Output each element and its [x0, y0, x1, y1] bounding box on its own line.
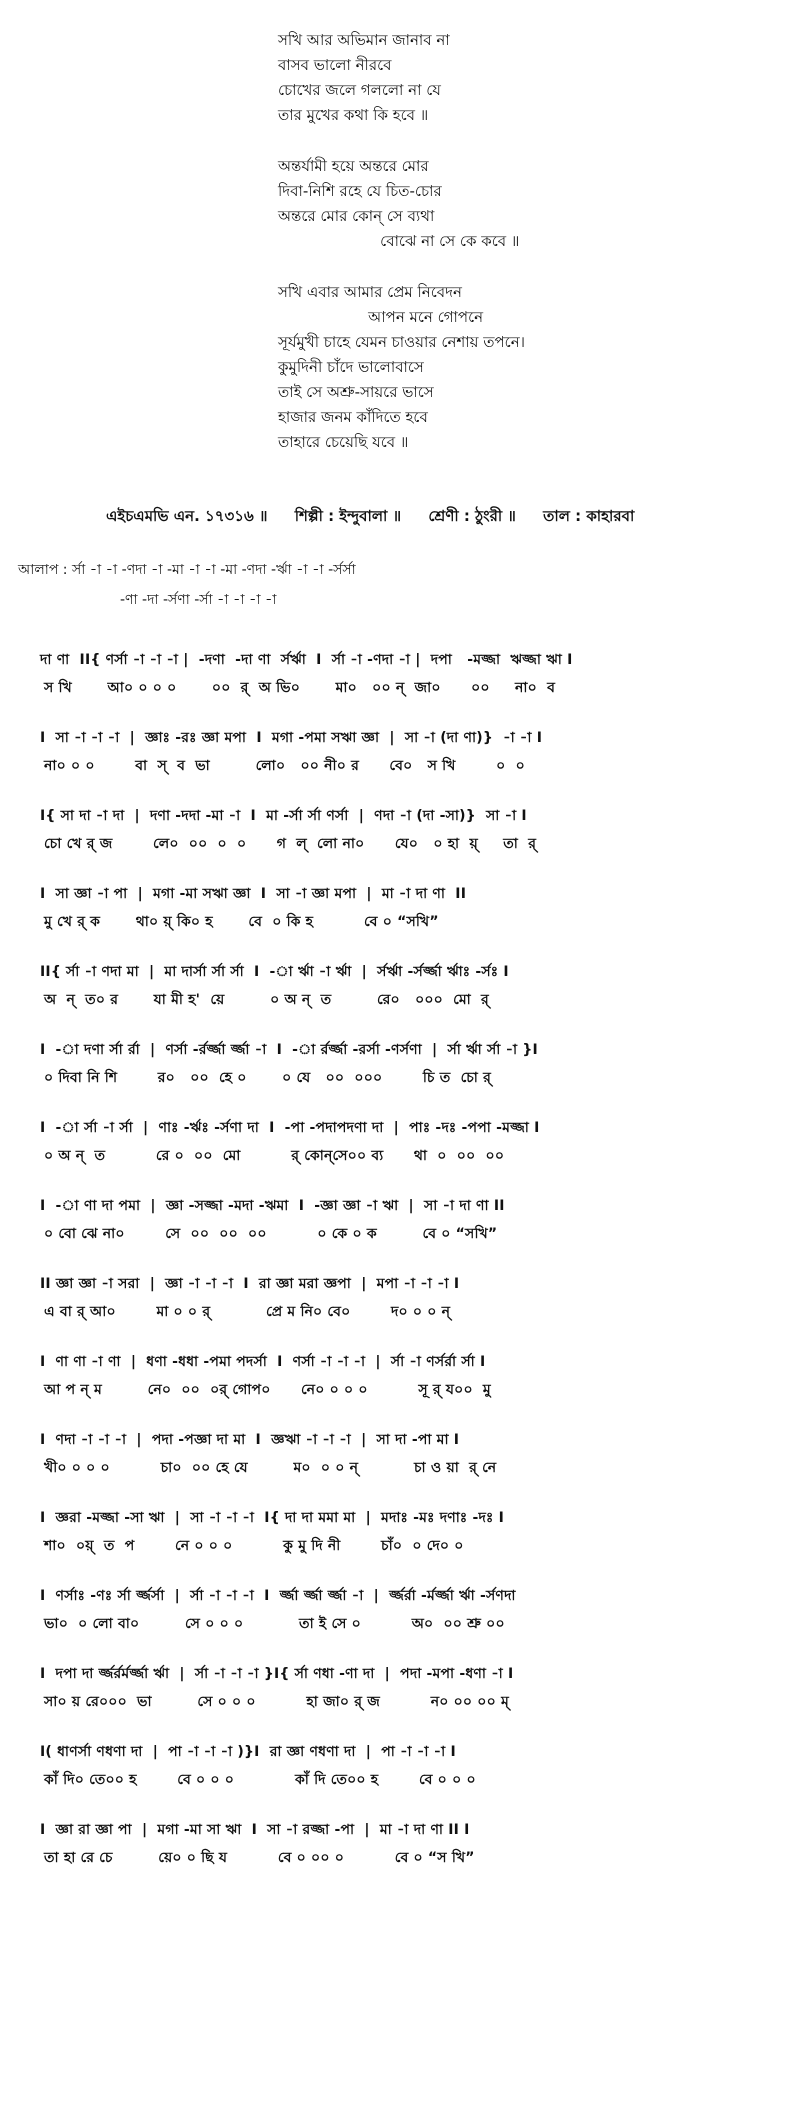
stanza-1 [278, 28, 698, 128]
lyric-line: কুমুদিনী চাঁদে ভালোবাসে [278, 358, 424, 376]
notation-row [40, 1662, 780, 1714]
lyric-syllables: চো খে র্‌ জ লে০ ০০ ০ ০ গ ল্‌ লো না০ যে০ ০ হা য়্‌ তা র্‌ [44, 836, 537, 852]
lyric-line: হাজার জনম কাঁদিতে হবে [278, 408, 428, 426]
lyric-line: বাসব ভালো নীরবে [278, 56, 392, 74]
notation-row [40, 1740, 780, 1792]
lyric-line: চোখের জলে গললো না যে [278, 81, 441, 99]
record-number: এইচএমভি এন. ১৭৩১৬ ॥ [106, 507, 268, 525]
lyric-line: অন্তরে মোর কোন্‌ সে ব্যথা [278, 207, 435, 225]
lyric-line: সখি আর অভিমান জানাব না [278, 31, 450, 49]
lyric-syllables: কাঁ দি০ তে০০ হ বে ০ ০ ০ কাঁ দি তে০০ হ বে ০ ০ ০ [44, 1772, 476, 1788]
notation-line: I -া র্সা -া র্সা | ণাঃ -র্ঋঃ -র্সণা দা I -পা -পদাপদণা দা | পাঃ -দঃ -পপা -মজ্জা I [40, 1120, 540, 1136]
lyric-syllables: মু খে র্‌ ক থা০ য়্‌ কি০ হ বে ০ কি হ বে ০ “সখি” [44, 914, 439, 930]
alap-line-1: আলাপ : র্সা -া -া -ণদা -া -মা -া -া -মা -ণদা -র্ঋা -া -া -র্সর্সা [18, 562, 356, 578]
notation-row [40, 1272, 780, 1324]
lyric-syllables: সা০ য় রে০০০ ভা সে ০ ০ ০ হা জা০ র্‌ জ ন০ ০০ ০০ ম্‌ [44, 1694, 509, 1710]
notation-row [40, 1428, 780, 1480]
notation-row [40, 882, 780, 934]
lyrics-block [278, 28, 698, 481]
notation-line: I( ধাণর্সা ণধণা দা | পা -া -া -া )}I রা জ্ঞা ণধণা দা | পা -া -া -া I [40, 1744, 456, 1760]
lyric-syllables: ভা০ ০ লো বা০ সে ০ ০ ০ তা ই সে ০ অ০ ০০ শ্রু ০০ [44, 1616, 505, 1632]
lyric-syllables: না০ ০ ০ বা স্‌ ব ভা লো০ ০০ নী০ র বে০ স খি ০ ০ [44, 758, 525, 774]
notation-line: I ণা ণা -া ণা | ধণা -ধধা -পমা পদর্সা I ণর্সা -া -া -া | র্সা -া ণর্সর্রা র্সা I [40, 1354, 486, 1370]
lyric-syllables: শা০ ০য়্‌ ত প নে ০ ০ ০ কু মু দি নী চাঁ০ ০ দে০ ০ [44, 1538, 464, 1554]
notation-row [40, 804, 780, 856]
alap-section [18, 555, 356, 615]
notation-line: দা ণা II{ ণর্সা -া -া -া | -দণা -দা ণা র্সর্ঋা I র্সা -া -ণদা -া | দপা -মজ্জা ঋজ্জা ঋা I [40, 652, 573, 668]
notation-line: I ণদা -া -া -া | পদা -পজ্ঞা দা মা I জ্ঞঋা -া -া -া | সা দা -পা মা I [40, 1432, 460, 1448]
notation-line: II জ্ঞা জ্ঞা -া সরা | জ্ঞা -া -া -া I রা জ্ঞা মরা জ্ঞপা | মপা -া -া -া I [40, 1276, 460, 1292]
lyric-syllables: তা হা রে চে য়ে০ ০ ছি য বে ০ ০০ ০ বে ০ “স খি” [44, 1850, 475, 1866]
lyric-syllables: ০ দিবা নি শি র০ ০০ হে ০ ০ যে ০০ ০০০ চি ত চো র্‌ [44, 1070, 492, 1086]
notation-row [40, 648, 780, 700]
lyric-syllables: ০ অ ন্‌ ত রে ০ ০০ মো র্‌ কোন্‌সে০০ ব্য থা ০ ০০ ০০ [44, 1148, 505, 1164]
lyric-line: সখি এবার আমার প্রেম নিবেদন [278, 283, 462, 301]
genre: শ্রেণী : ঠুংরী ॥ [428, 507, 516, 525]
song-meta [106, 505, 656, 530]
lyric-line: দিবা-নিশি রহে যে চিত-চোর [278, 182, 442, 200]
alap-line-2: -ণা -দা -র্সণা -র্সা -া -া -া -া [120, 592, 277, 608]
artist: শিল্পী : ইন্দুবালা ॥ [294, 507, 402, 525]
lyric-line: তাহারে চেয়েছি যবে ॥ [278, 433, 409, 451]
notation-line: I জ্ঞা রা জ্ঞা পা | মগা -মা সা ঋা I সা -া রজ্জা -পা | মা -া দা ণা II I [40, 1822, 470, 1838]
notation-row [40, 1116, 780, 1168]
lyric-syllables: আ প ন্‌ ম নে০ ০০ ০র্‌ গোপ০ নে০ ০ ০ ০ সূ র্‌ য০০ মু [44, 1382, 491, 1398]
notation-line: I ণর্সাঃ -ণঃ র্সা র্জ্জর্সা | র্সা -া -া -া I র্জ্জা র্জ্জা র্জ্জা -া | র্জ্জর্রা -র্মর্জ্জা র্ঋা -র্সণদা [40, 1588, 516, 1604]
lyric-syllables: অ ন্‌ ত০ র যা মী হ' য়ে ০ অ ন্‌ ত রে০ ০০০ মো র্‌ [44, 992, 489, 1008]
notation-row [40, 1584, 780, 1636]
notation-line: I জ্ঞরা -মজ্জা -সা ঋা | সা -া -া -া I{ দা দা মমা মা | মদাঃ -মঃ দণাঃ -দঃ I [40, 1510, 505, 1526]
lyric-line: সূর্যমুখী চাহে যেমন চাওয়ার নেশায় তপনে। [278, 333, 526, 351]
lyric-line: তাই সে অশ্রু-সায়রে ভাসে [278, 383, 434, 401]
notation-line: I -া দণা র্সা র্রা | ণর্সা -র্রর্জ্জা র্জ্জা -া I -া র্রর্জ্জা -রর্সা -ণর্সণা | র্সা র্ঋা র্সা -া }I [40, 1042, 538, 1058]
taal: তাল : কাহারবা [543, 507, 635, 525]
stanza-3 [278, 280, 698, 455]
notation-row [40, 726, 780, 778]
notation-row [40, 1194, 780, 1246]
lyric-line: অন্তর্যামী হয়ে অন্তরে মোর [278, 157, 429, 175]
lyric-syllables: স খি আ০ ০ ০ ০ ০০ র্‌ অ ভি০ মা০ ০০ ন্‌ জা০ ০০ না০ ব [44, 680, 556, 696]
notation-line: II{ র্সা -া ণদা মা | মা দার্সা র্সা র্সা I -া র্ঋা -া র্ঋা | র্সর্ঋা -র্সর্জ্জা র্ঋাঃ -র্সঃ I [40, 964, 509, 980]
lyric-line: বোঝে না সে কে কবে ॥ [342, 232, 520, 250]
lyric-syllables: এ বা র্‌ আ০ মা ০ ০ র্‌ প্রে ম নি০ বে০ দ০ ০ ০ ন্‌ [44, 1304, 451, 1320]
notation-row [40, 1818, 780, 1870]
lyric-syllables: খী০ ০ ০ ০ চা০ ০০ হে যে ম০ ০ ০ ন্‌ চা ও য়া র্‌ নে [44, 1460, 497, 1476]
lyric-syllables: ০ বো ঝে না০ সে ০০ ০০ ০০ ০ কে ০ ক বে ০ “সখি” [44, 1226, 498, 1242]
notation-row [40, 1506, 780, 1558]
notation-line: I{ সা দা -া দা | দণা -দদা -মা -া I মা -র্সা র্সা ণর্সা | ণদা -া (দা -সা)} সা -া I [40, 808, 527, 824]
notation-row [40, 1350, 780, 1402]
lyric-line: তার মুখের কথা কি হবে ॥ [278, 106, 429, 124]
notation-row [40, 960, 780, 1012]
stanza-2 [278, 154, 698, 254]
notation-line: I দপা দা র্জ্জর্রর্মর্জ্জা র্ঋা | র্সা -া -া -া }I{ র্সা ণধা -ণা দা | পদা -মপা -ধণা -া I [40, 1666, 514, 1682]
notation-line: I সা -া -া -া | জ্ঞাঃ -রঃ জ্ঞা মপা I মগা -পমা সঋা জ্ঞা | সা -া (দা ণা)} -া -া I [40, 730, 543, 746]
notation-line: I সা জ্ঞা -া পা | মগা -মা সঋা জ্ঞা I সা -া জ্ঞা মপা | মা -া দা ণা II [40, 886, 467, 902]
notation-row [40, 1038, 780, 1090]
lyric-line: আপন মনে গোপনে [330, 308, 484, 326]
notation-line: I -া ণা দা পমা | জ্ঞা -সজ্জা -মদা -ঋমা I -জ্ঞা জ্ঞা -া ঋা | সা -া দা ণা II [40, 1198, 505, 1214]
